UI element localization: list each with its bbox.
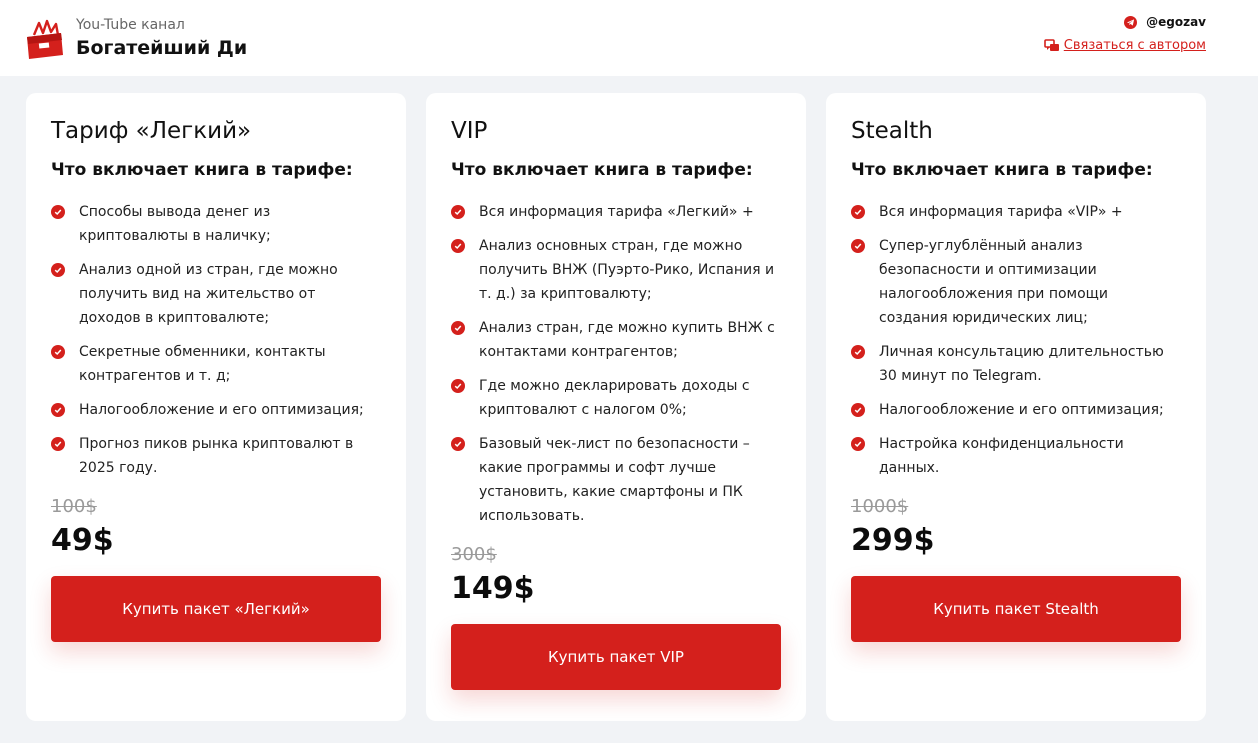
feature-item — [851, 234, 1181, 330]
check-icon — [451, 239, 465, 253]
feature-item — [451, 374, 781, 422]
old-price: 1000$ — [851, 496, 909, 517]
plan-card-vip — [426, 93, 806, 721]
feature-item — [51, 200, 381, 248]
plan-title: Тариф «Легкий» — [51, 118, 252, 144]
plan-card-light — [26, 93, 406, 721]
chat-bubbles-icon — [1044, 39, 1060, 53]
check-icon — [451, 437, 465, 451]
feature-item — [451, 316, 781, 364]
feature-item — [451, 234, 781, 306]
feature-text: Анализ одной из стран, где можно получить вид на жительство от доходов в криптовалюте; — [79, 262, 338, 326]
plan-subtitle: Что включает книга в тарифе: — [451, 160, 753, 180]
feature-text: Прогноз пиков рынка криптовалют в 2025 году. — [79, 436, 354, 476]
check-icon — [451, 379, 465, 393]
contact-author-link[interactable] — [1044, 38, 1206, 53]
channel-label: You-Tube канал — [76, 17, 185, 33]
price: 149$ — [451, 571, 535, 606]
feature-list — [51, 200, 381, 480]
feature-item — [451, 432, 781, 528]
check-icon — [51, 205, 65, 219]
telegram-icon — [1124, 16, 1137, 29]
check-icon — [451, 321, 465, 335]
feature-text: Где можно декларировать доходы с криптовалют с налогом 0%; — [479, 378, 750, 418]
check-icon — [851, 205, 865, 219]
check-icon — [851, 345, 865, 359]
buy-vip-button[interactable]: Купить пакет VIP — [451, 624, 781, 690]
feature-text: Секретные обменники, контакты контрагентов и т. д; — [79, 344, 326, 384]
feature-text: Супер-углублённый анализ безопасности и оптимизации налогообложения при помощи создания юридических лиц; — [879, 238, 1108, 326]
contact-author-label: Связаться с автором — [1063, 38, 1206, 53]
price: 299$ — [851, 523, 935, 558]
feature-item — [51, 398, 381, 422]
check-icon — [51, 403, 65, 417]
feature-item — [851, 432, 1181, 480]
feature-item — [51, 340, 381, 388]
feature-item — [51, 432, 381, 480]
buy-light-button[interactable]: Купить пакет «Легкий» — [51, 576, 381, 642]
plan-title: Stealth — [851, 118, 933, 144]
feature-text: Базовый чек-лист по безопасности – какие программы и софт лучше установить, какие смартфоны и ПК использовать. — [479, 436, 750, 524]
feature-item — [451, 200, 781, 224]
telegram-link[interactable] — [1124, 15, 1206, 29]
plan-card-stealth — [826, 93, 1206, 721]
check-icon — [51, 263, 65, 277]
feature-item — [851, 200, 1181, 224]
plan-title: VIP — [451, 118, 488, 144]
old-price: 100$ — [51, 496, 97, 517]
feature-list — [851, 200, 1181, 480]
feature-text: Личная консультацию длительностью 30 минут по Telegram. — [879, 344, 1164, 384]
feature-item — [851, 340, 1181, 388]
feature-text: Вся информация тарифа «Легкий» + — [479, 204, 754, 220]
channel-name: Богатейший Ди — [76, 37, 248, 59]
site-header — [0, 0, 1258, 76]
feature-text: Настройка конфиденциальности данных. — [879, 436, 1124, 476]
check-icon — [851, 403, 865, 417]
check-icon — [51, 345, 65, 359]
check-icon — [451, 205, 465, 219]
feature-text: Налогообложение и его оптимизация; — [79, 402, 364, 418]
check-icon — [51, 437, 65, 451]
feature-text: Анализ стран, где можно купить ВНЖ с контактами контрагентов; — [479, 320, 775, 360]
feature-text: Способы вывода денег из криптовалюты в наличку; — [79, 204, 271, 244]
check-icon — [851, 437, 865, 451]
feature-text: Анализ основных стран, где можно получить ВНЖ (Пуэрто-Рико, Испания и т. д.) за криптовалюту; — [479, 238, 775, 302]
feature-item — [851, 398, 1181, 422]
plan-subtitle: Что включает книга в тарифе: — [851, 160, 1153, 180]
buy-stealth-button[interactable]: Купить пакет Stealth — [851, 576, 1181, 642]
cash-box-logo-icon[interactable] — [25, 17, 65, 61]
check-icon — [851, 239, 865, 253]
feature-text: Вся информация тарифа «VIP» + — [879, 204, 1123, 220]
feature-list — [451, 200, 781, 528]
feature-text: Налогообложение и его оптимизация; — [879, 402, 1164, 418]
price: 49$ — [51, 523, 114, 558]
feature-item — [51, 258, 381, 330]
old-price: 300$ — [451, 544, 497, 565]
plan-subtitle: Что включает книга в тарифе: — [51, 160, 353, 180]
telegram-handle: @egozav — [1146, 15, 1206, 29]
